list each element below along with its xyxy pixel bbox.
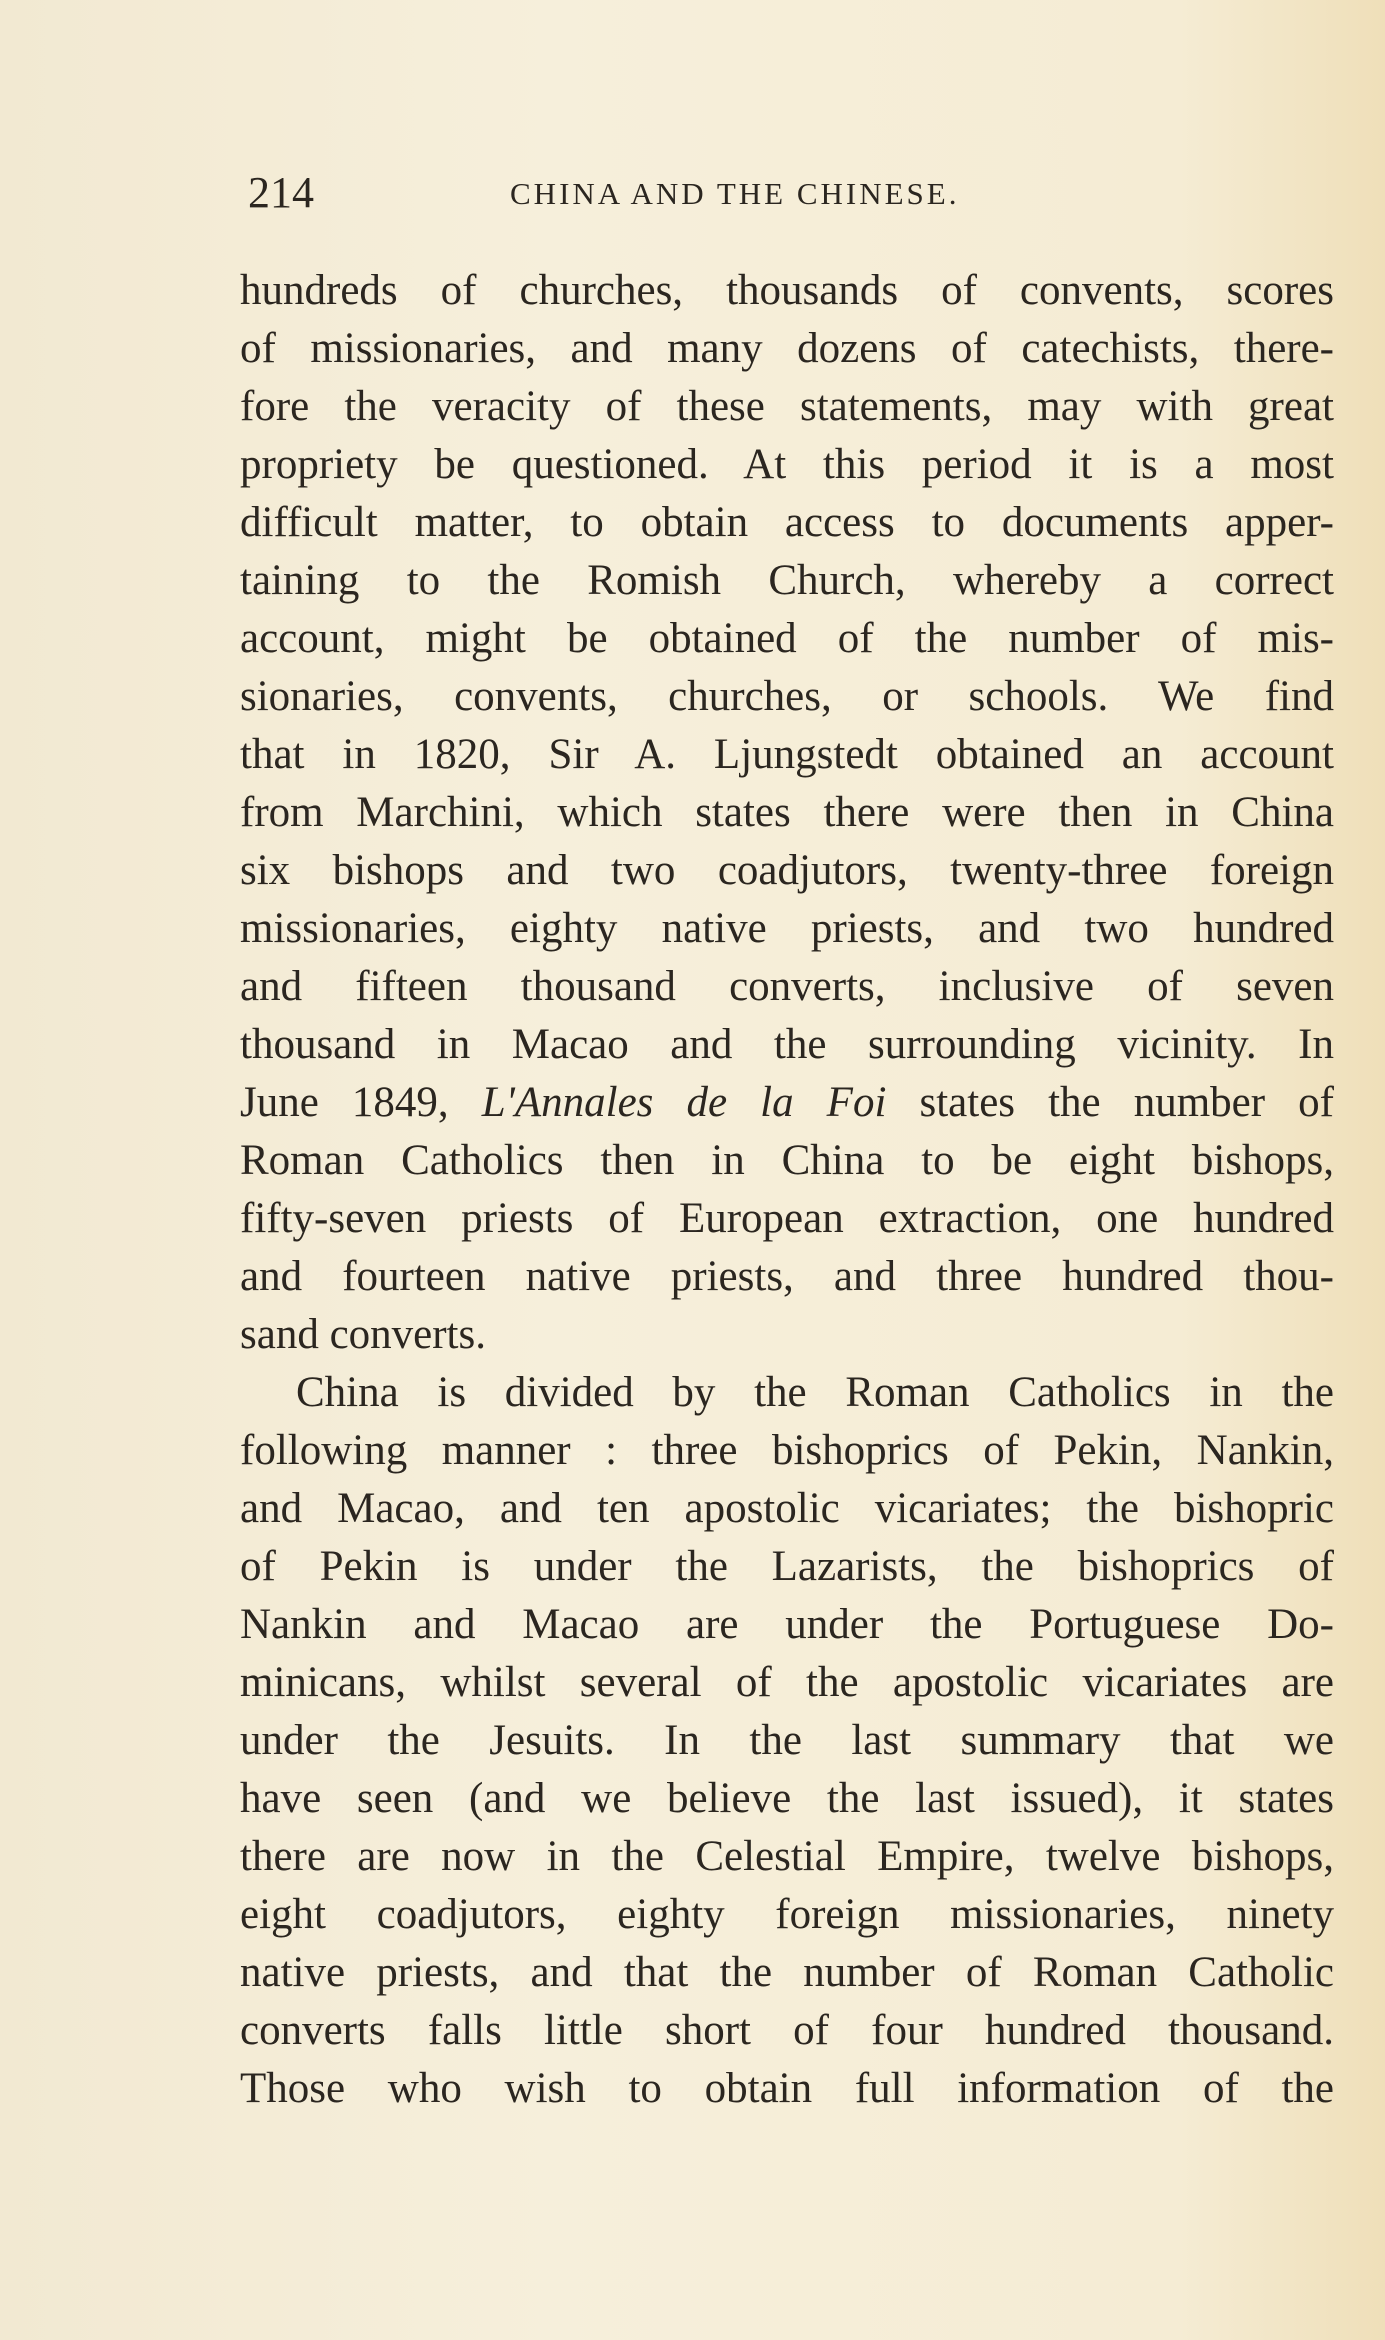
text-line: and fourteen native priests, and three hundred thou- <box>240 1253 1334 1300</box>
text-line: minicans, whilst several of the apostolic vicariates are <box>240 1659 1334 1706</box>
text-segment: states the number of <box>886 1079 1334 1126</box>
text-line: sionaries, convents, churches, or schools. We find <box>240 673 1334 720</box>
text-line: thousand in Macao and the surrounding vicinity. In <box>240 1021 1334 1068</box>
text-line: and fifteen thousand converts, inclusive of seven <box>240 963 1334 1010</box>
text-line: of Pekin is under the Lazarists, the bishoprics of <box>240 1543 1334 1590</box>
text-line: Those who wish to obtain full information of the <box>240 2065 1334 2112</box>
text-segment: June 1849, <box>240 1079 482 1126</box>
text-line: fifty-seven priests of European extraction, one hundred <box>240 1195 1334 1242</box>
text-line: native priests, and that the number of Roman Catholic <box>240 1949 1334 1996</box>
text-line: Roman Catholics then in China to be eight bishops, <box>240 1137 1334 1184</box>
text-line: account, might be obtained of the number of mis- <box>240 615 1334 662</box>
text-line: from Marchini, which states there were then in China <box>240 789 1334 836</box>
text-line: hundreds of churches, thousands of convents, scores <box>240 267 1334 314</box>
paragraph-start-line: China is divided by the Roman Catholics in the <box>296 1369 1334 1416</box>
running-head <box>248 168 1340 218</box>
text-line-with-italic <box>240 1074 1334 1132</box>
text-line: there are now in the Celestial Empire, twelve bishops, <box>240 1833 1334 1880</box>
text-line: difficult matter, to obtain access to documents apper- <box>240 499 1334 546</box>
body-text <box>240 262 1334 2118</box>
text-line: eight coadjutors, eighty foreign missionaries, ninety <box>240 1891 1334 1938</box>
text-line: have seen (and we believe the last issued), it states <box>240 1775 1334 1822</box>
text-line: following manner : three bishoprics of Pekin, Nankin, <box>240 1427 1334 1474</box>
text-line: converts falls little short of four hundred thousand. <box>240 2007 1334 2054</box>
text-line: fore the veracity of these statements, may with great <box>240 383 1334 430</box>
running-title: CHINA AND THE CHINESE. <box>510 176 960 211</box>
text-line: of missionaries, and many dozens of catechists, there- <box>240 325 1334 372</box>
text-line: under the Jesuits. In the last summary that we <box>240 1717 1334 1764</box>
text-line: Nankin and Macao are under the Portuguese Do- <box>240 1601 1334 1648</box>
paragraph-end-line: sand converts. <box>240 1311 486 1358</box>
page-number: 214 <box>248 168 314 217</box>
italic-title: L'Annales de la Foi <box>481 1079 887 1126</box>
text-line: and Macao, and ten apostolic vicariates; the bishopric <box>240 1485 1334 1532</box>
text-line: six bishops and two coadjutors, twenty-three foreign <box>240 847 1334 894</box>
text-line: taining to the Romish Church, whereby a correct <box>240 557 1334 604</box>
text-line: missionaries, eighty native priests, and two hundred <box>240 905 1334 952</box>
text-line: that in 1820, Sir A. Ljungstedt obtained an account <box>240 731 1334 778</box>
text-line: propriety be questioned. At this period it is a most <box>240 441 1334 488</box>
